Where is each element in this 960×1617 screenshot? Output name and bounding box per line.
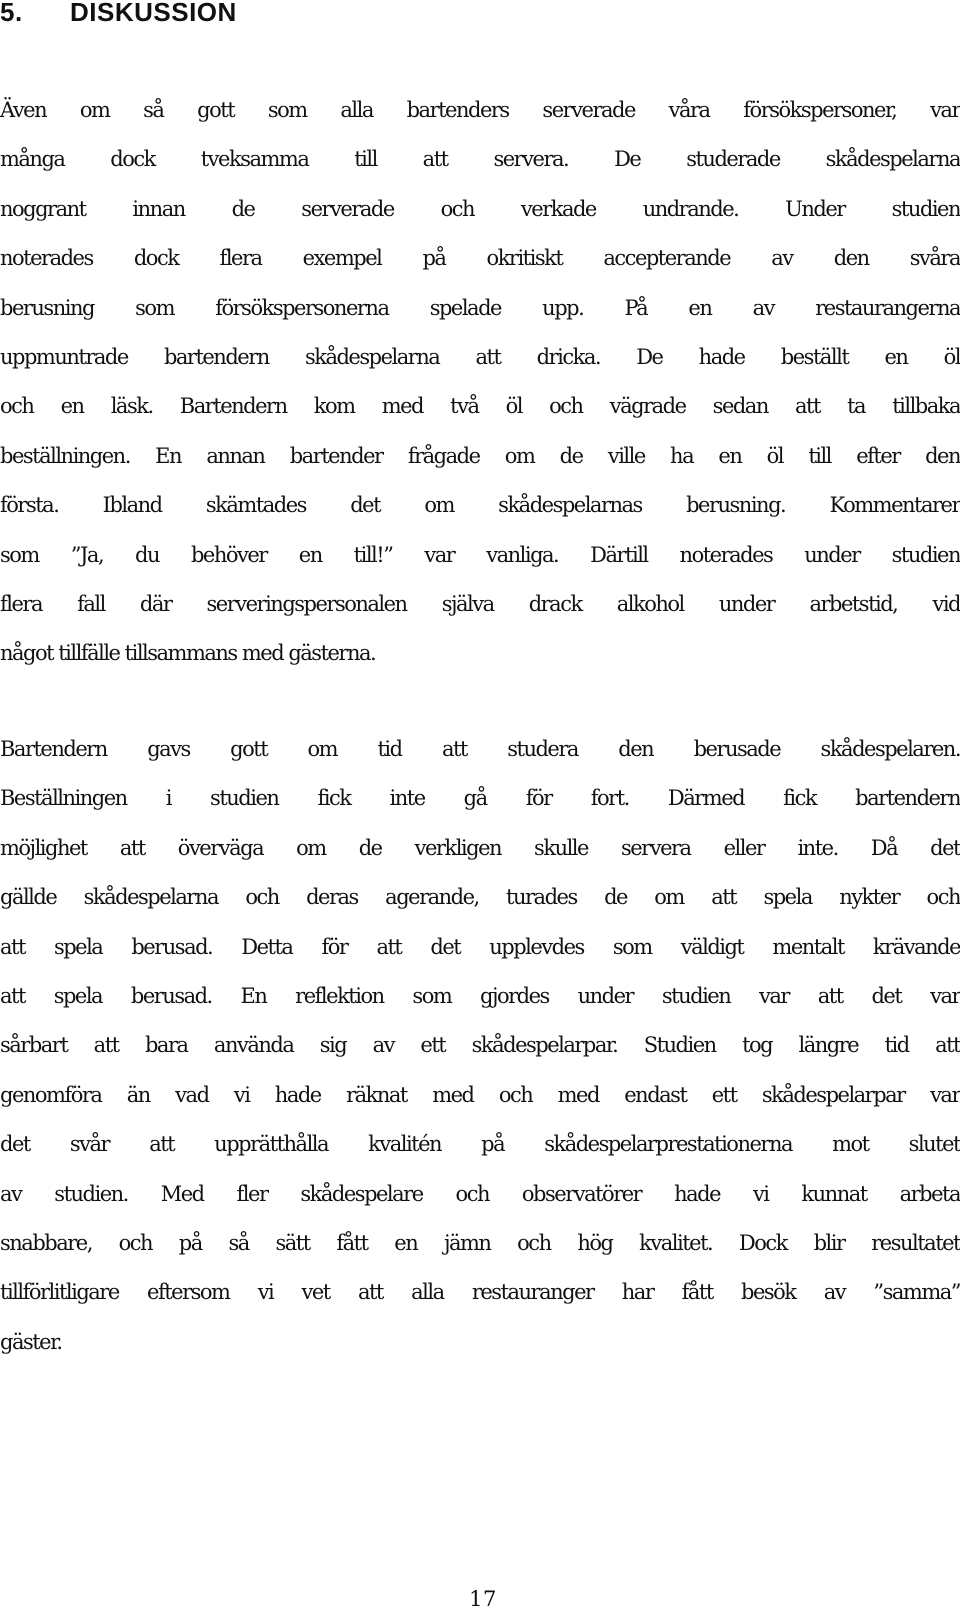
- section-number: 5.: [0, 0, 23, 27]
- page-number-value: 17: [469, 1587, 497, 1611]
- text-line: noggrant innan de serverade och verkade undrande. Under studien: [0, 196, 960, 221]
- paragraph: [0, 86, 960, 679]
- text-line: och en läsk. Bartendern kom med två öl och vägrade sedan att ta tillbaka: [0, 394, 960, 419]
- text-line: flera fall där serveringspersonalen själva drack alkohol under arbetstid, vid: [0, 591, 960, 616]
- text-line: första. Ibland skämtades det om skådespelarnas berusning. Kommentarer: [0, 493, 960, 518]
- text-line: något tillfälle tillsammans med gästerna.: [0, 641, 376, 666]
- text-line: gäster.: [0, 1329, 62, 1354]
- text-line: att spela berusad. Detta för att det upplevdes som väldigt mentalt krävande: [0, 934, 960, 959]
- text-line: uppmuntrade bartendern skådespelarna att dricka. De hade beställt en öl: [0, 344, 960, 369]
- text-line: det svår att upprätthålla kvalitén på skådespelarprestationerna mot slutet: [0, 1132, 960, 1157]
- text-line: Även om så gott som alla bartenders serverade våra försökspersoner, var: [0, 98, 960, 122]
- text-line: beställningen. En annan bartender frågade om de ville ha en öl till efter den: [0, 443, 960, 468]
- text-line: snabbare, och på så sätt fått en jämn och hög kvalitet. Dock blir resultatet: [0, 1230, 960, 1255]
- text-line: möjlighet att överväga om de verkligen skulle servera eller inte. Då det: [0, 835, 960, 860]
- text-line: noterades dock flera exempel på okritiskt accepterande av den svåra: [0, 246, 960, 271]
- section-heading: [0, 0, 237, 28]
- text-line: sårbart att bara använda sig av ett skådespelarpar. Studien tog längre tid att: [0, 1033, 960, 1058]
- text-line: Beställningen i studien fick inte gå för fort. Därmed fick bartendern: [0, 786, 960, 811]
- text-line: gällde skådespelarna och deras agerande, turades de om att spela nykter och: [0, 885, 960, 910]
- text-line: genomföra än vad vi hade räknat med och med endast ett skådespelarpar var: [0, 1082, 960, 1107]
- text-line: många dock tveksamma till att servera. De studerade skådespelarna: [0, 147, 960, 172]
- text-line: att spela berusad. En reflektion som gjordes under studien var att det var: [0, 983, 960, 1008]
- page-number: [0, 1587, 960, 1611]
- section-title: DISKUSSION: [70, 0, 237, 27]
- text-line: Bartendern gavs gott om tid att studera den berusade skådespelaren.: [0, 737, 960, 761]
- text-line: av studien. Med fler skådespelare och observatörer hade vi kunnat arbeta: [0, 1181, 960, 1206]
- text-line: berusning som försökspersonerna spelade upp. På en av restaurangerna: [0, 295, 960, 320]
- paragraph: [0, 725, 960, 1367]
- text-line: som ”Ja, du behöver en till!” var vanliga. Därtill noterades under studien: [0, 542, 960, 567]
- text-line: tillförlitligare eftersom vi vet att alla restauranger har fått besök av ”samma”: [0, 1280, 960, 1305]
